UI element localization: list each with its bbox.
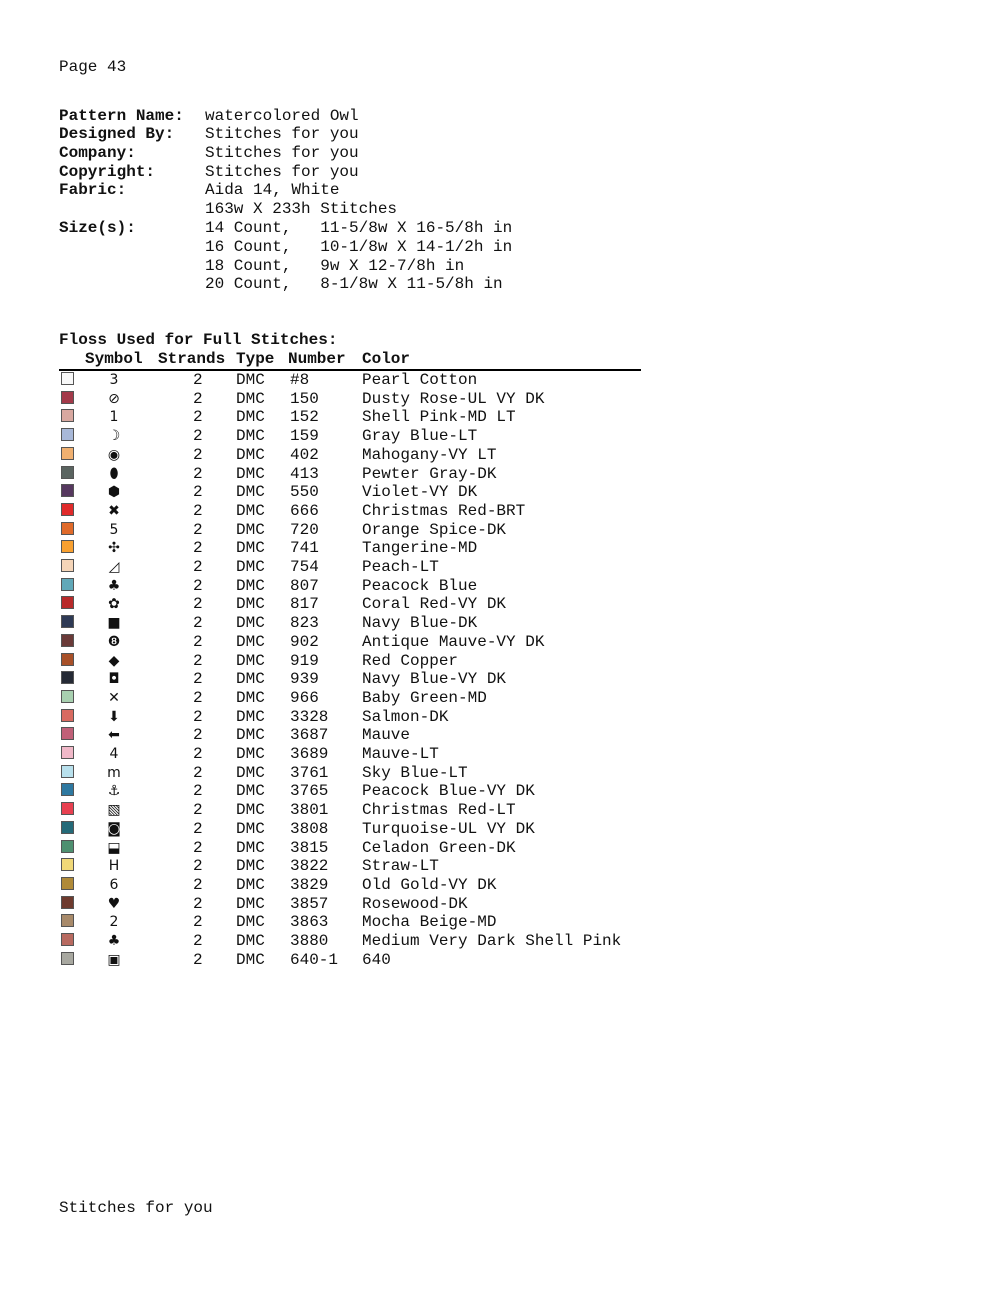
cell-color: Pearl Cotton — [362, 371, 478, 389]
color-swatch — [61, 765, 74, 778]
cell-color: Dusty Rose-UL VY DK — [362, 389, 545, 408]
color-swatch — [61, 877, 74, 890]
info-value: 20 Count, 8-1/8w X 11-5/8h in — [205, 275, 503, 293]
cell-number: 159 — [290, 427, 319, 446]
cell-strands: 2 — [193, 389, 203, 408]
info-value: 16 Count, 10-1/8w X 14-1/2h in — [205, 238, 513, 256]
cell-color: Rosewood-DK — [362, 894, 468, 913]
symbol-icon: 6 — [109, 876, 119, 893]
table-row — [0, 408, 700, 426]
cell-type: DMC — [236, 427, 265, 446]
cell-strands: 2 — [193, 857, 203, 876]
color-swatch — [61, 914, 74, 927]
cell-number: 3761 — [290, 763, 329, 782]
table-row — [0, 689, 700, 707]
symbol-icon: H — [108, 858, 120, 875]
color-swatch — [61, 409, 74, 422]
cell-strands: 2 — [193, 670, 203, 689]
table-row — [0, 502, 700, 520]
cell-type: DMC — [236, 932, 265, 950]
symbol-icon: ❽ — [107, 633, 121, 650]
table-row — [0, 633, 700, 651]
info-value: 14 Count, 11-5/8w X 16-5/8h in — [205, 219, 513, 237]
info-value: Aida 14, White — [205, 181, 340, 199]
color-swatch — [61, 858, 74, 871]
cell-type: DMC — [236, 875, 265, 894]
cell-type: DMC — [236, 838, 265, 857]
cell-number: 3765 — [290, 782, 329, 801]
cell-type: DMC — [236, 408, 265, 427]
info-value: 163w X 233h Stitches — [205, 200, 398, 218]
symbol-icon: 5 — [109, 521, 119, 538]
symbol-icon: ☽ — [107, 428, 121, 445]
table-row — [0, 390, 700, 408]
cell-number: 666 — [290, 501, 319, 520]
cell-strands: 2 — [193, 688, 203, 707]
info-value: Stitches for you — [205, 125, 359, 143]
cell-type: DMC — [236, 857, 265, 876]
color-swatch — [61, 933, 74, 946]
table-row — [0, 652, 700, 670]
symbol-icon: ⊘ — [108, 390, 120, 407]
color-swatch — [61, 596, 74, 609]
symbol-icon: ⬢ — [107, 484, 121, 501]
color-swatch — [61, 709, 74, 722]
cell-type: DMC — [236, 745, 265, 763]
cell-color: Antique Mauve-VY DK — [362, 632, 545, 651]
cell-type: DMC — [236, 576, 265, 595]
cell-number: 3880 — [290, 932, 329, 950]
symbol-icon: ♥ — [107, 895, 121, 912]
table-row — [0, 577, 700, 595]
cell-strands: 2 — [193, 558, 203, 576]
color-swatch — [61, 821, 74, 834]
cell-type: DMC — [236, 801, 265, 820]
cell-strands: 2 — [193, 501, 203, 520]
cell-color: Peacock Blue-VY DK — [362, 782, 535, 801]
cell-number: 966 — [290, 688, 319, 707]
symbol-icon: ⬇ — [108, 708, 120, 725]
cell-strands: 2 — [193, 763, 203, 782]
color-swatch — [61, 578, 74, 591]
symbol-icon: 2 — [109, 914, 119, 931]
table-row — [0, 913, 700, 931]
cell-type: DMC — [236, 782, 265, 801]
table-row — [0, 839, 700, 857]
color-swatch — [61, 840, 74, 853]
cell-strands: 2 — [193, 707, 203, 726]
table-row — [0, 951, 700, 969]
cell-type: DMC — [236, 558, 265, 576]
cell-strands: 2 — [193, 576, 203, 595]
cell-strands: 2 — [193, 875, 203, 894]
info-label: Copyright: — [59, 163, 156, 181]
cell-type: DMC — [236, 445, 265, 464]
cell-color: Peach-LT — [362, 558, 439, 576]
table-row — [0, 539, 700, 557]
table-row — [0, 614, 700, 632]
cell-number: 3863 — [290, 913, 329, 932]
color-swatch — [61, 559, 74, 572]
table-row — [0, 708, 700, 726]
cell-strands: 2 — [193, 520, 203, 539]
header-symbol: Symbol — [85, 350, 143, 368]
symbol-icon: ▧ — [107, 802, 121, 819]
cell-type: DMC — [236, 520, 265, 539]
cell-strands: 2 — [193, 894, 203, 913]
symbol-icon: ⬮ — [109, 465, 119, 482]
header-type: Type — [236, 350, 275, 368]
table-row — [0, 670, 700, 688]
cell-number: 3822 — [290, 857, 329, 876]
cell-type: DMC — [236, 651, 265, 670]
info-value: 18 Count, 9w X 12-7/8h in — [205, 257, 465, 275]
cell-color: Celadon Green-DK — [362, 838, 516, 857]
table-row — [0, 465, 700, 483]
table-row — [0, 483, 700, 501]
cell-number: 754 — [290, 558, 319, 576]
cell-strands: 2 — [193, 651, 203, 670]
cell-color: Mahogany-VY LT — [362, 445, 497, 464]
cell-strands: 2 — [193, 464, 203, 483]
symbol-icon: m — [107, 764, 121, 781]
info-label: Pattern Name: — [59, 107, 184, 125]
cell-type: DMC — [236, 632, 265, 651]
info-label: Fabric: — [59, 181, 127, 199]
cell-strands: 2 — [193, 539, 203, 558]
color-swatch — [61, 671, 74, 684]
cell-type: DMC — [236, 707, 265, 726]
symbol-icon: ⬅ — [108, 727, 120, 744]
color-swatch — [61, 484, 74, 497]
cell-color: Gray Blue-LT — [362, 427, 478, 446]
table-row — [0, 521, 700, 539]
cell-number: 3808 — [290, 819, 329, 838]
cell-strands: 2 — [193, 595, 203, 614]
table-row — [0, 876, 700, 894]
symbol-icon: ✖ — [108, 502, 120, 519]
info-label: Company: — [59, 144, 136, 162]
cell-strands: 2 — [193, 371, 203, 389]
cell-type: DMC — [236, 688, 265, 707]
color-swatch — [61, 746, 74, 759]
table-row — [0, 820, 700, 838]
symbol-icon: ▣ — [107, 951, 121, 968]
symbol-icon: ✕ — [108, 689, 120, 706]
cell-type: DMC — [236, 913, 265, 932]
cell-type: DMC — [236, 726, 265, 745]
table-row — [0, 558, 700, 576]
symbol-icon: ⚓ — [107, 783, 121, 800]
cell-number: 3689 — [290, 745, 329, 763]
cell-strands: 2 — [193, 427, 203, 446]
header-strands: Strands — [158, 350, 226, 368]
cell-type: DMC — [236, 819, 265, 838]
color-swatch — [61, 653, 74, 666]
cell-color: Mocha Beige-MD — [362, 913, 497, 932]
symbol-icon: 1 — [109, 409, 119, 426]
color-swatch — [61, 447, 74, 460]
table-row — [0, 427, 700, 445]
color-swatch — [61, 896, 74, 909]
color-swatch — [61, 428, 74, 441]
cell-type: DMC — [236, 483, 265, 502]
table-row — [0, 801, 700, 819]
cell-number: 823 — [290, 614, 319, 633]
cell-number: 152 — [290, 408, 319, 427]
cell-color: Pewter Gray-DK — [362, 464, 497, 483]
cell-color: Mauve — [362, 726, 411, 745]
cell-strands: 2 — [193, 632, 203, 651]
symbol-icon: ◘ — [108, 671, 120, 688]
table-row — [0, 895, 700, 913]
cell-type: DMC — [236, 614, 265, 633]
cell-color: Old Gold-VY DK — [362, 875, 497, 894]
cell-type: DMC — [236, 670, 265, 689]
cell-strands: 2 — [193, 745, 203, 763]
symbol-icon: ◿ — [108, 559, 120, 575]
symbol-icon: ✣ — [108, 540, 120, 557]
cell-number: 3857 — [290, 894, 329, 913]
info-value: watercolored Owl — [205, 107, 359, 125]
cell-strands: 2 — [193, 614, 203, 633]
cell-strands: 2 — [193, 408, 203, 427]
symbol-icon: 3 — [109, 372, 119, 388]
cell-number: 902 — [290, 632, 319, 651]
cell-strands: 2 — [193, 950, 203, 969]
table-row — [0, 726, 700, 744]
cell-number: 817 — [290, 595, 319, 614]
symbol-icon: 4 — [109, 746, 119, 762]
cell-type: DMC — [236, 464, 265, 483]
cell-color: Christmas Red-BRT — [362, 501, 526, 520]
cell-number: 3829 — [290, 875, 329, 894]
cell-strands: 2 — [193, 483, 203, 502]
cell-number: 3815 — [290, 838, 329, 857]
color-swatch — [61, 634, 74, 647]
cell-color: Peacock Blue — [362, 576, 478, 595]
cell-number: 413 — [290, 464, 319, 483]
color-swatch — [61, 372, 74, 385]
cell-color: Sky Blue-LT — [362, 763, 468, 782]
cell-number: #8 — [290, 371, 310, 389]
header-color: Color — [362, 350, 411, 368]
table-row — [0, 446, 700, 464]
table-row — [0, 371, 700, 389]
cell-color: Mauve-LT — [362, 745, 439, 763]
cell-strands: 2 — [193, 782, 203, 801]
cell-color: Orange Spice-DK — [362, 520, 507, 539]
info-value: Stitches for you — [205, 144, 359, 162]
cell-color: 640 — [362, 950, 391, 969]
table-row — [0, 595, 700, 613]
cell-type: DMC — [236, 539, 265, 558]
color-swatch — [61, 802, 74, 815]
cell-strands: 2 — [193, 838, 203, 857]
cell-number: 720 — [290, 520, 319, 539]
cell-color: Turquoise-UL VY DK — [362, 819, 535, 838]
cell-color: Coral Red-VY DK — [362, 595, 507, 614]
color-swatch — [61, 783, 74, 796]
cell-type: DMC — [236, 389, 265, 408]
cell-number: 3328 — [290, 707, 329, 726]
color-swatch — [61, 466, 74, 479]
color-swatch — [61, 540, 74, 553]
symbol-icon: ⬓ — [107, 839, 121, 856]
cell-strands: 2 — [193, 819, 203, 838]
cell-type: DMC — [236, 501, 265, 520]
cell-color: Violet-VY DK — [362, 483, 478, 502]
table-row — [0, 764, 700, 782]
cell-color: Straw-LT — [362, 857, 439, 876]
cell-color: Salmon-DK — [362, 707, 449, 726]
cell-number: 150 — [290, 389, 319, 408]
header-number: Number — [288, 350, 346, 368]
cell-color: Baby Green-MD — [362, 688, 487, 707]
cell-number: 807 — [290, 576, 319, 595]
cell-type: DMC — [236, 595, 265, 614]
cell-color: Navy Blue-VY DK — [362, 670, 507, 689]
symbol-icon: ■ — [107, 615, 121, 632]
cell-number: 640-1 — [290, 950, 339, 969]
cell-type: DMC — [236, 894, 265, 913]
cell-strands: 2 — [193, 726, 203, 745]
info-value: Stitches for you — [205, 163, 359, 181]
cell-strands: 2 — [193, 913, 203, 932]
color-swatch — [61, 727, 74, 740]
color-swatch — [61, 503, 74, 516]
cell-type: DMC — [236, 371, 265, 389]
color-swatch — [61, 522, 74, 535]
table-row — [0, 932, 700, 950]
table-row — [0, 857, 700, 875]
cell-number: 3687 — [290, 726, 329, 745]
symbol-icon: ◙ — [107, 820, 121, 837]
cell-color: Tangerine-MD — [362, 539, 478, 558]
symbol-icon: ✿ — [108, 596, 120, 613]
cell-number: 3801 — [290, 801, 329, 820]
color-swatch — [61, 615, 74, 628]
cell-number: 919 — [290, 651, 319, 670]
info-label: Designed By: — [59, 125, 175, 143]
table-row — [0, 745, 700, 763]
footer-text: Stitches for you — [59, 1199, 213, 1217]
symbol-icon: ♣ — [107, 933, 121, 949]
cell-color: Shell Pink-MD LT — [362, 408, 516, 427]
symbol-icon: ◉ — [107, 446, 121, 463]
cell-type: DMC — [236, 763, 265, 782]
color-swatch — [61, 952, 74, 965]
color-swatch — [61, 391, 74, 404]
cell-color: Christmas Red-LT — [362, 801, 516, 820]
symbol-icon: ♣ — [107, 577, 121, 594]
cell-color: Navy Blue-DK — [362, 614, 478, 633]
cell-color: Medium Very Dark Shell Pink — [362, 932, 622, 950]
symbol-icon: ◆ — [108, 652, 120, 669]
cell-strands: 2 — [193, 445, 203, 464]
cell-number: 550 — [290, 483, 319, 502]
floss-title: Floss Used for Full Stitches: — [59, 331, 338, 349]
cell-number: 402 — [290, 445, 319, 464]
cell-number: 939 — [290, 670, 319, 689]
info-label: Size(s): — [59, 219, 136, 237]
color-swatch — [61, 690, 74, 703]
page-number: Page 43 — [59, 58, 127, 76]
cell-strands: 2 — [193, 801, 203, 820]
cell-color: Red Copper — [362, 651, 459, 670]
cell-type: DMC — [236, 950, 265, 969]
cell-strands: 2 — [193, 932, 203, 950]
table-row — [0, 782, 700, 800]
cell-number: 741 — [290, 539, 319, 558]
